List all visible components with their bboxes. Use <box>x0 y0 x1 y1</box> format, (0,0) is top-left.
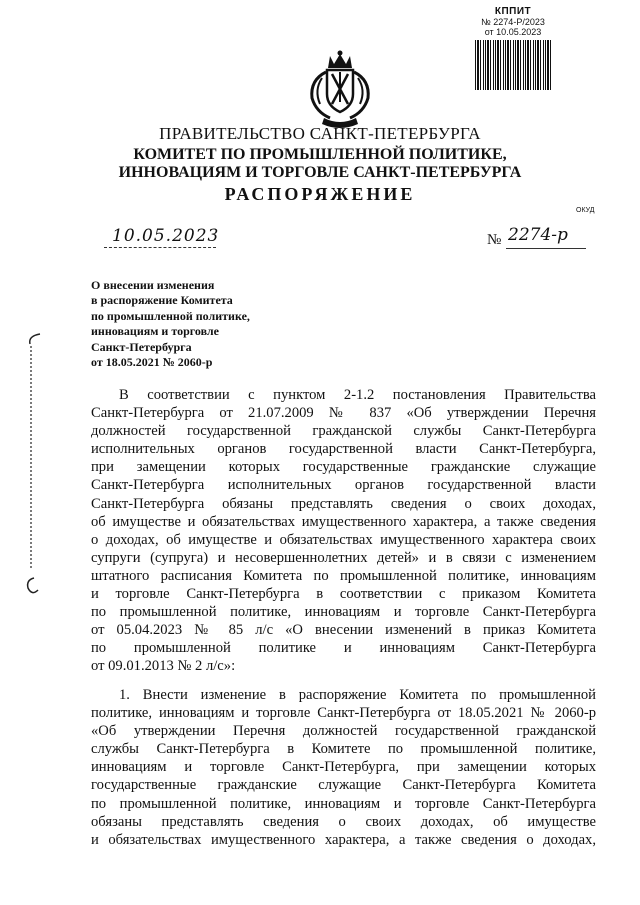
subject-line: инновациям и торговле <box>91 324 219 339</box>
number-underline <box>506 248 586 249</box>
subject-line: по промышленной политике, <box>91 308 250 323</box>
text-line: должностей государственной гражданской службы Санкт-Петербурга <box>91 423 596 440</box>
document-subject <box>91 278 250 370</box>
text-line: государственные гражданские служащие Санкт-Петербурга Комитета <box>91 777 596 794</box>
subject-line: Санкт-Петербурга <box>91 339 192 354</box>
binding-marks <box>22 330 44 600</box>
subject-line: О внесении изменения <box>91 278 215 292</box>
text-line: политике, инновациям и торговле Санкт-Петербурга от 18.05.2021 № 2060-р <box>91 705 596 722</box>
text-line: Санкт-Петербурга обязаны представлять сведения о своих доходах, <box>91 495 596 512</box>
stamp-number: № 2274-Р/2023 <box>481 17 545 27</box>
government-title: ПРАВИТЕЛЬСТВО САНКТ-ПЕТЕРБУРГА <box>159 124 481 143</box>
handwritten-date: 10.05.2023 <box>112 226 220 246</box>
okud-label: ОКУД <box>576 207 595 214</box>
text-line: при замещении которых государственные гражданские служащие <box>91 459 596 476</box>
text-line: 1. Внести изменение в распоряжение Комитета по промышленной <box>119 687 596 703</box>
coat-of-arms-icon <box>300 50 380 134</box>
text-line: от 09.01.2013 № 2 л/с»: <box>91 658 236 675</box>
stamp-date: от 10.05.2023 <box>484 27 542 37</box>
text-line: супруги (супруга) и несовершеннолетних детей» и в связи с изменением <box>91 549 596 566</box>
text-line: по промышленной политике, инновациям и торговле Санкт-Петербурга <box>91 604 596 621</box>
number-sign: № <box>487 232 502 248</box>
handwritten-number: 2274-р <box>508 225 568 245</box>
text-line: о доходах, об имуществе и обязательствах имущественного характера своих <box>91 531 596 548</box>
text-line: и обязательствах имущественного характера, а также сведения о доходах, <box>91 831 596 848</box>
text-line: Санкт-Петербурга исполнительных органов государственной власти <box>91 477 596 494</box>
date-underline <box>104 247 216 248</box>
document-type: РАСПОРЯЖЕНИЕ <box>224 184 416 204</box>
committee-title-line2: ИННОВАЦИЯМ И ТОРГОВЛЕ САНКТ-ПЕТЕРБУРГА <box>118 164 522 181</box>
barcode <box>475 40 551 90</box>
text-line: и торговле Санкт-Петербурга в соответствии с приказом Комитета <box>91 586 596 603</box>
text-line: по промышленной политике и инновациям Санкт-Петербурга <box>91 640 596 657</box>
subject-line: в распоряжение Комитета <box>91 293 233 308</box>
text-line: Санкт-Петербурга от 21.07.2009 № 837 «Об утверждении Перечня <box>91 405 596 422</box>
text-line: об имуществе и обязательствах имущественного характера, а также сведения <box>91 513 596 530</box>
text-line: исполнительных органов государственной власти Санкт-Петербурга, <box>91 441 596 458</box>
text-line: от 05.04.2023 № 85 л/с «О внесении изменений в приказ Комитета <box>91 622 596 639</box>
text-line: инновациям и торговле Санкт-Петербурга, при замещении которых <box>91 759 596 776</box>
stamp-title: КППИТ <box>494 6 532 17</box>
registration-stamp <box>466 6 560 90</box>
subject-line: от 18.05.2021 № 2060-р <box>91 355 213 370</box>
committee-title-line1: КОМИТЕТ ПО ПРОМЫШЛЕННОЙ ПОЛИТИКЕ, <box>133 146 507 163</box>
text-line: обязаны представлять сведения о своих доходах, об имуществе <box>91 813 596 830</box>
text-line: штатного расписания Комитета по промышленной политике, инновациям <box>91 567 596 584</box>
text-line: службы Санкт-Петербурга в Комитете по промышленной политике, <box>91 741 596 758</box>
text-line: по промышленной политике, инновациям и торговле Санкт-Петербурга <box>91 795 596 812</box>
text-line: «Об утверждении Перечня должностей государственной гражданской <box>91 723 596 740</box>
paragraph-item-1 <box>91 686 596 849</box>
text-line: В соответствии с пунктом 2-1.2 постановления Правительства <box>119 387 596 403</box>
paragraph-preamble <box>91 386 596 676</box>
